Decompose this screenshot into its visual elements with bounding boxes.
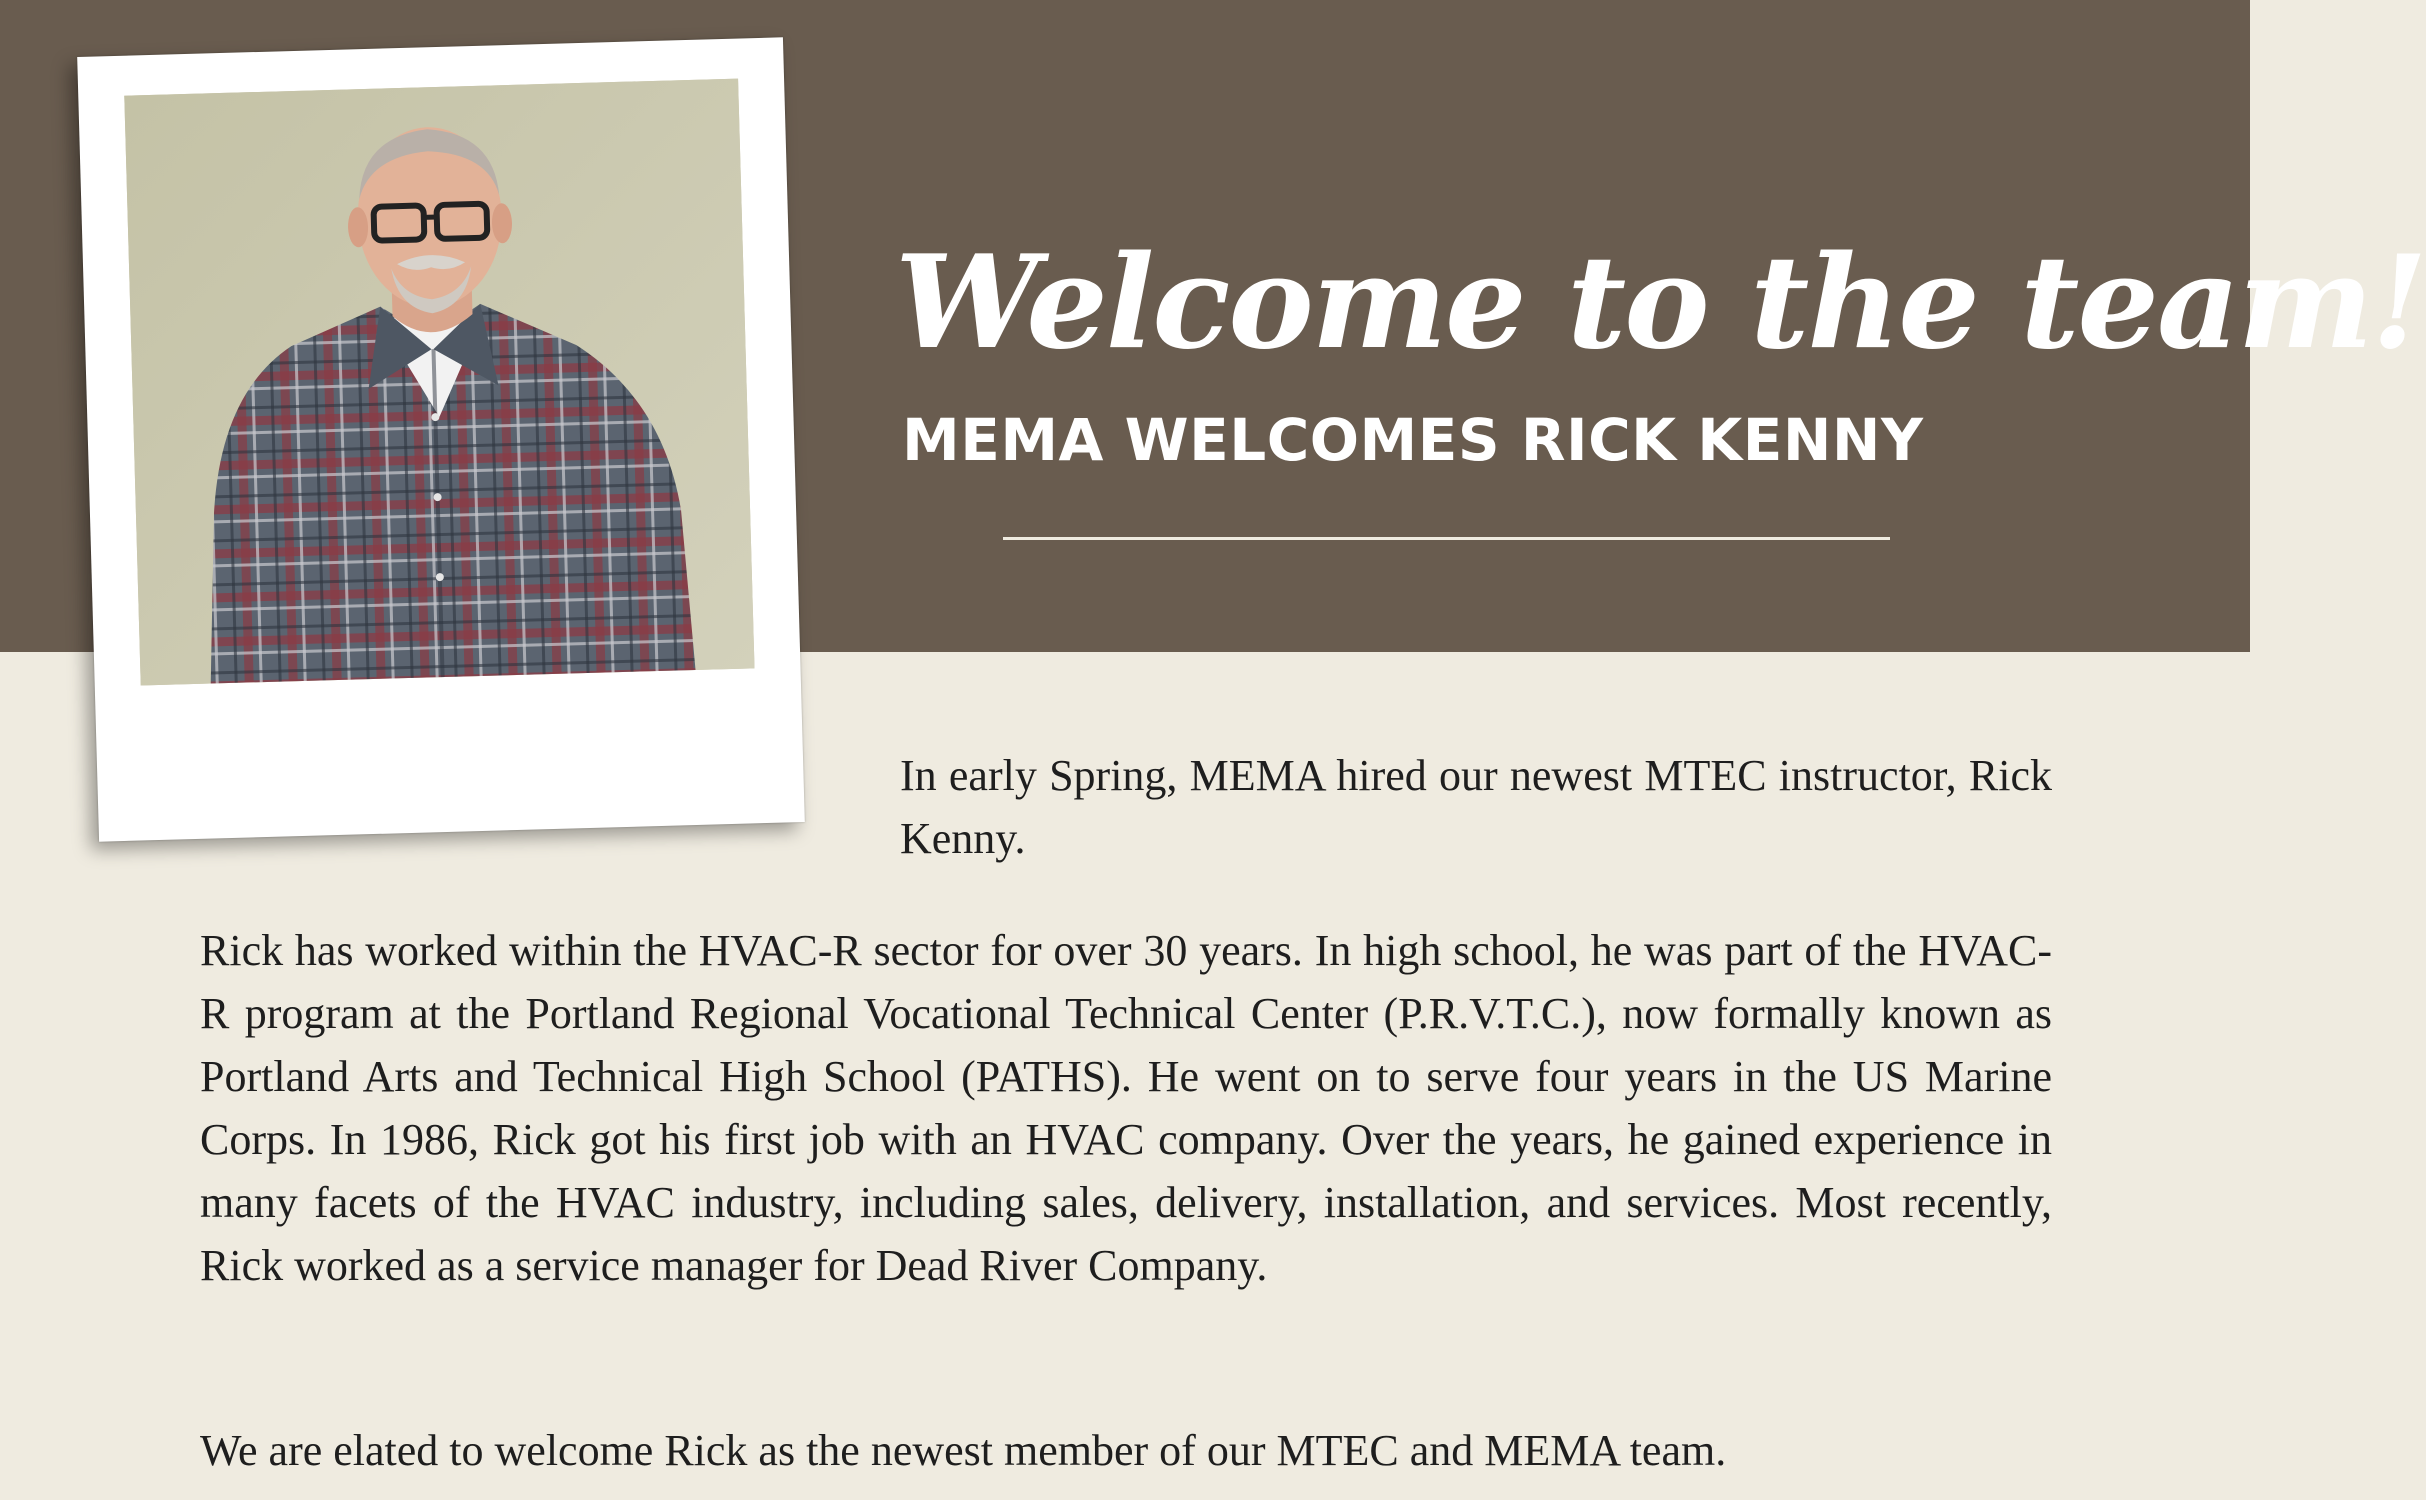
profile-photo [124,79,754,686]
welcome-title: Welcome to the team! [895,228,2426,378]
page-subtitle: MEMA WELCOMES RICK KENNY [902,406,1924,474]
polaroid-frame [77,37,805,841]
bio-paragraph: Rick has worked within the HVAC-R sector for over 30 years. In high school, he was part of the HVAC-R program at the Portland Regional Vocational Technical Center (P.R.V.T.C.), now formally known as Portland Arts and Technical High School (PATHS). He went on to serve four years in the US Marine Corps. In 1986, Rick got his first job with an HVAC company. Over the years, he gained experience in many facets of the HVAC industry, including sales, delivery, installation, and services. Most recently, Rick worked as a service manager for Dead River Company. [200,926,2052,1290]
closing-paragraph: We are elated to welcome Rick as the newest member of our MTEC and MEMA team. [200,1426,1727,1475]
intro-paragraph: In early Spring, MEMA hired our newest MTEC instructor, Rick Kenny. [900,751,2052,863]
title-divider [1003,537,1890,540]
